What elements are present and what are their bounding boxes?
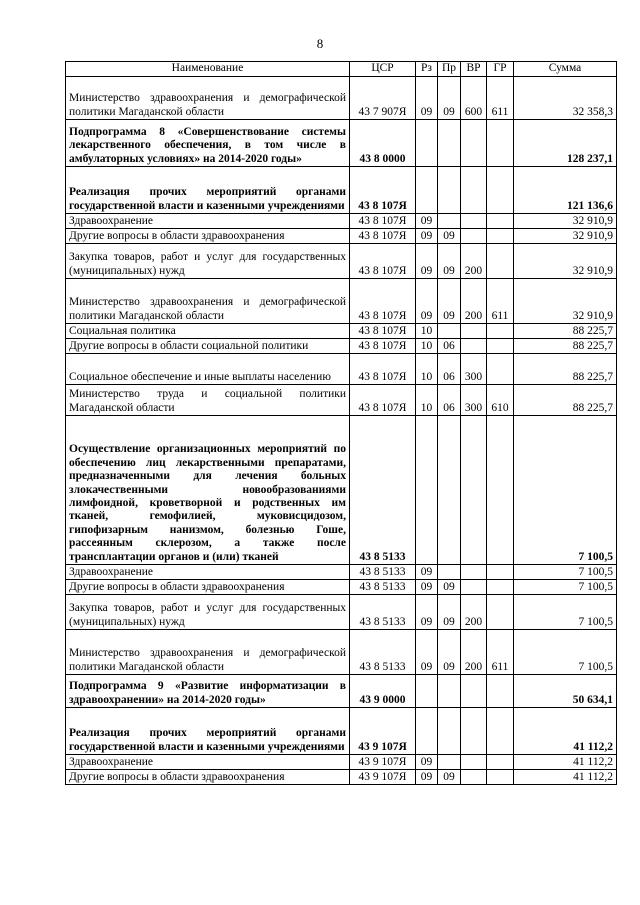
cell-vr [461, 120, 487, 167]
table-row [66, 675, 617, 708]
cell-csr: 43 8 107Я [350, 244, 416, 279]
cell-pr [438, 324, 461, 339]
cell-gr [487, 120, 514, 167]
header-gr: ГР [487, 62, 514, 77]
cell-sum: 7 100,5 [514, 565, 617, 580]
cell-gr [487, 339, 514, 354]
table-row [66, 324, 617, 339]
cell-vr [461, 229, 487, 244]
cell-gr [487, 324, 514, 339]
cell-rz: 10 [416, 324, 438, 339]
cell-gr: 611 [487, 279, 514, 324]
cell-csr: 43 8 107Я [350, 214, 416, 229]
cell-rz: 10 [416, 354, 438, 385]
table-row [66, 120, 617, 167]
cell-name: Другие вопросы в области здравоохранения [66, 770, 350, 785]
cell-gr: 611 [487, 77, 514, 120]
cell-name: Другие вопросы в области здравоохранения [66, 580, 350, 595]
cell-sum: 41 112,2 [514, 708, 617, 755]
cell-sum: 7 100,5 [514, 595, 617, 630]
table-row [66, 755, 617, 770]
table-header-row [66, 62, 617, 77]
cell-csr: 43 7 907Я [350, 77, 416, 120]
cell-gr [487, 580, 514, 595]
cell-csr: 43 8 107Я [350, 324, 416, 339]
cell-vr [461, 580, 487, 595]
table-row [66, 416, 617, 565]
cell-pr [438, 675, 461, 708]
cell-name: Социальное обеспечение и иные выплаты населению [66, 354, 350, 385]
cell-pr: 06 [438, 385, 461, 416]
cell-gr: 611 [487, 630, 514, 675]
cell-gr [487, 214, 514, 229]
budget-table [65, 61, 617, 785]
table-body [66, 77, 617, 785]
cell-gr [487, 595, 514, 630]
cell-csr: 43 8 5133 [350, 565, 416, 580]
cell-csr: 43 8 0000 [350, 120, 416, 167]
cell-rz: 09 [416, 565, 438, 580]
cell-rz [416, 120, 438, 167]
cell-pr: 09 [438, 630, 461, 675]
table-row [66, 77, 617, 120]
table-row [66, 708, 617, 755]
page-number: 8 [316, 36, 324, 51]
cell-pr: 09 [438, 770, 461, 785]
table-row [66, 630, 617, 675]
cell-rz: 09 [416, 279, 438, 324]
cell-sum: 50 634,1 [514, 675, 617, 708]
cell-rz: 09 [416, 77, 438, 120]
cell-rz: 09 [416, 214, 438, 229]
table-row [66, 244, 617, 279]
cell-pr [438, 755, 461, 770]
cell-csr: 43 8 5133 [350, 630, 416, 675]
cell-csr: 43 8 5133 [350, 580, 416, 595]
cell-pr: 09 [438, 279, 461, 324]
cell-name: Реализация прочих мероприятий органами государственной власти и казенными учреждениями [66, 708, 350, 755]
cell-pr: 09 [438, 77, 461, 120]
cell-pr: 09 [438, 580, 461, 595]
cell-csr: 43 8 107Я [350, 354, 416, 385]
cell-name: Закупка товаров, работ и услуг для государственных (муниципальных) нужд [66, 595, 350, 630]
cell-name: Другие вопросы в области здравоохранения [66, 229, 350, 244]
cell-rz [416, 416, 438, 565]
table-row [66, 770, 617, 785]
table-row [66, 279, 617, 324]
cell-csr: 43 8 5133 [350, 595, 416, 630]
cell-rz: 10 [416, 385, 438, 416]
cell-name: Министерство здравоохранения и демографической политики Магаданской области [66, 279, 350, 324]
header-vr: ВР [461, 62, 487, 77]
cell-csr: 43 9 107Я [350, 770, 416, 785]
cell-csr: 43 8 107Я [350, 339, 416, 354]
cell-name: Другие вопросы в области социальной политики [66, 339, 350, 354]
cell-csr: 43 8 107Я [350, 279, 416, 324]
cell-vr [461, 755, 487, 770]
cell-vr: 300 [461, 385, 487, 416]
cell-rz [416, 167, 438, 214]
cell-sum: 7 100,5 [514, 580, 617, 595]
cell-pr [438, 120, 461, 167]
cell-rz: 09 [416, 580, 438, 595]
cell-sum: 32 910,9 [514, 279, 617, 324]
cell-rz: 09 [416, 755, 438, 770]
cell-sum: 32 910,9 [514, 229, 617, 244]
cell-name: Здравоохранение [66, 214, 350, 229]
cell-pr [438, 416, 461, 565]
cell-sum: 41 112,2 [514, 770, 617, 785]
cell-csr: 43 8 107Я [350, 385, 416, 416]
cell-sum: 88 225,7 [514, 354, 617, 385]
cell-gr [487, 244, 514, 279]
cell-pr: 09 [438, 229, 461, 244]
cell-sum: 41 112,2 [514, 755, 617, 770]
cell-gr [487, 755, 514, 770]
cell-rz: 09 [416, 595, 438, 630]
cell-rz: 09 [416, 770, 438, 785]
cell-name: Закупка товаров, работ и услуг для государственных (муниципальных) нужд [66, 244, 350, 279]
cell-sum: 7 100,5 [514, 416, 617, 565]
table-row [66, 339, 617, 354]
table-row [66, 595, 617, 630]
cell-name: Подпрограмма 8 «Совершенствование системы лекарственного обеспечения, в том числе в амбулаторных условиях» на 2014-2020 годы» [66, 120, 350, 167]
cell-gr [487, 229, 514, 244]
cell-sum: 88 225,7 [514, 339, 617, 354]
cell-name: Осуществление организационных мероприятий по обеспечению лиц лекарственными препаратами, предназначенными для лечения больных злокачественными новообразованиями лимфоидной, кроветворной и родственных им тканей, гемофилией, муковисцидозом, гипофизарным нанизмом, болезнью Гоше, рассеянным склерозом, а также после трансплантации органов и (или) тканей [66, 416, 350, 565]
cell-csr: 43 8 107Я [350, 167, 416, 214]
cell-rz: 10 [416, 339, 438, 354]
cell-sum: 32 910,9 [514, 244, 617, 279]
cell-csr: 43 9 107Я [350, 708, 416, 755]
cell-gr [487, 708, 514, 755]
cell-pr [438, 167, 461, 214]
cell-csr: 43 8 107Я [350, 229, 416, 244]
cell-csr: 43 9 107Я [350, 755, 416, 770]
cell-gr [487, 770, 514, 785]
header-name: Наименование [66, 62, 350, 77]
cell-name: Подпрограмма 9 «Развитие информатизации в здравоохранении» на 2014-2020 годы» [66, 675, 350, 708]
cell-gr [487, 354, 514, 385]
cell-sum: 88 225,7 [514, 385, 617, 416]
cell-vr [461, 708, 487, 755]
cell-vr [461, 214, 487, 229]
cell-gr [487, 416, 514, 565]
cell-vr: 300 [461, 354, 487, 385]
table-row [66, 580, 617, 595]
cell-rz: 09 [416, 244, 438, 279]
cell-pr [438, 708, 461, 755]
cell-vr [461, 167, 487, 214]
cell-vr [461, 339, 487, 354]
cell-sum: 128 237,1 [514, 120, 617, 167]
cell-vr: 600 [461, 77, 487, 120]
cell-rz: 09 [416, 229, 438, 244]
cell-vr [461, 675, 487, 708]
cell-sum: 121 136,6 [514, 167, 617, 214]
header-rz: Рз [416, 62, 438, 77]
cell-vr: 200 [461, 279, 487, 324]
cell-name: Министерство здравоохранения и демографической политики Магаданской области [66, 630, 350, 675]
header-pr: Пр [438, 62, 461, 77]
table-row [66, 214, 617, 229]
header-csr: ЦСР [350, 62, 416, 77]
cell-name: Здравоохранение [66, 565, 350, 580]
cell-name: Реализация прочих мероприятий органами государственной власти и казенными учреждениями [66, 167, 350, 214]
cell-pr: 09 [438, 244, 461, 279]
cell-pr: 09 [438, 595, 461, 630]
cell-gr [487, 167, 514, 214]
cell-gr [487, 675, 514, 708]
cell-pr [438, 565, 461, 580]
cell-pr [438, 214, 461, 229]
table-row [66, 167, 617, 214]
cell-vr [461, 565, 487, 580]
cell-vr [461, 770, 487, 785]
cell-gr: 610 [487, 385, 514, 416]
cell-name: Здравоохранение [66, 755, 350, 770]
cell-name: Социальная политика [66, 324, 350, 339]
cell-rz: 09 [416, 630, 438, 675]
cell-sum: 32 910,9 [514, 214, 617, 229]
cell-rz [416, 675, 438, 708]
cell-rz [416, 708, 438, 755]
cell-vr: 200 [461, 630, 487, 675]
table-row [66, 385, 617, 416]
cell-vr [461, 416, 487, 565]
cell-sum: 7 100,5 [514, 630, 617, 675]
cell-sum: 32 358,3 [514, 77, 617, 120]
header-sum: Сумма [514, 62, 617, 77]
cell-vr [461, 324, 487, 339]
cell-vr: 200 [461, 595, 487, 630]
cell-name: Министерство труда и социальной политики Магаданской области [66, 385, 350, 416]
table-row [66, 354, 617, 385]
table-row [66, 229, 617, 244]
cell-gr [487, 565, 514, 580]
cell-pr: 06 [438, 354, 461, 385]
cell-csr: 43 8 5133 [350, 416, 416, 565]
cell-name: Министерство здравоохранения и демографической политики Магаданской области [66, 77, 350, 120]
cell-sum: 88 225,7 [514, 324, 617, 339]
cell-vr: 200 [461, 244, 487, 279]
cell-csr: 43 9 0000 [350, 675, 416, 708]
table-row [66, 565, 617, 580]
cell-pr: 06 [438, 339, 461, 354]
